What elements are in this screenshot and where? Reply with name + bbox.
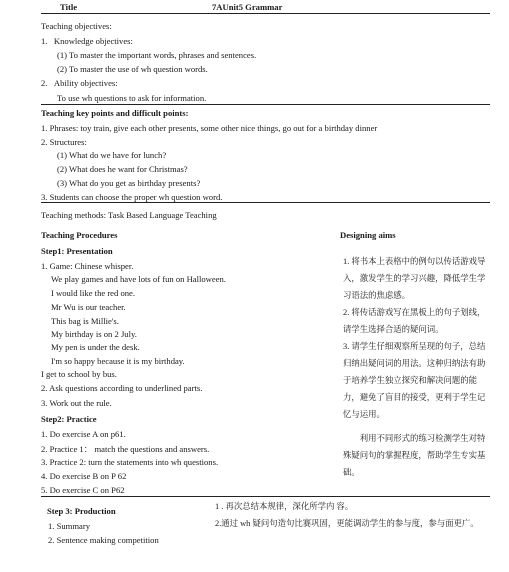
aims-column-header: Designing aims xyxy=(340,230,396,240)
whisper-sentence: We play games and have lots of fun on Halloween. xyxy=(51,274,226,284)
knowledge-item: (2) To master the use of wh question words. xyxy=(57,64,208,74)
ability-item: To use wh questions to ask for information. xyxy=(57,93,207,103)
aim-practice-paragraph: 利用不同形式的练习检测学生对特殊疑问句的掌握程度，帮助学生专实基础。 xyxy=(343,434,486,477)
whisper-sentence: My birthday is on 2 July. xyxy=(51,329,137,339)
knowledge-item: (1) To master the important words, phrases and sentences. xyxy=(57,50,257,60)
step1-item-3: 3. Work out the rule. xyxy=(41,398,112,408)
whisper-sentence: My pen is under the desk. xyxy=(51,342,140,352)
aim-paragraph: 2. 将传话游戏写在黑板上的句子划线，请学生选择合适的疑问词。 xyxy=(343,308,486,334)
objectives-divider xyxy=(41,104,490,105)
step2-item: 2. Practice 1： match the questions and answers. xyxy=(41,444,210,454)
phrases-line: 1. Phrases: toy train, give each other presents, some other nice things, go out for a birthday dinner xyxy=(41,123,378,133)
document-title: 7AUnit5 Grammar xyxy=(212,2,283,12)
teaching-methods: Teaching methods: Task Based Language Teaching xyxy=(41,210,217,220)
step3-heading: Step 3: Production xyxy=(47,506,116,516)
aim-paragraph: 3. 请学生仔细观察所呈现的句子，总结归纳出疑问词的用法。这种归纳法有助于培养学生独立探究和解决问题的能力，避免了盲目的接受，更利于学生记忆与运用。 xyxy=(343,342,486,419)
objectives-heading: Teaching objectives: xyxy=(41,21,112,31)
title-label: Title xyxy=(60,2,78,12)
step1-heading: Step1: Presentation xyxy=(41,246,113,256)
structure-item: (1) What do we have for lunch? xyxy=(57,150,167,160)
step1-item-2: 2. Ask questions according to underlined parts. xyxy=(41,383,203,393)
bus-sentence: I get to school by bus. xyxy=(41,369,117,379)
whisper-sentence: Mr Wu is our teacher. xyxy=(51,302,126,312)
whisper-sentence: I would like the red one. xyxy=(51,288,136,298)
aim-production-paragraph: 2.通过 wh 疑问句造句比赛巩固，更能调动学生的参与度，参与面更广。 xyxy=(215,519,479,528)
whisper-sentence: I'm so happy because it is my birthday. xyxy=(51,356,185,366)
procedures-column-header: Teaching Procedures xyxy=(41,230,118,240)
step2-item: 1. Do exercise A on p61. xyxy=(41,429,126,439)
header-divider xyxy=(41,13,490,14)
step2-item: 4. Do exercise B on P 62 xyxy=(41,471,127,481)
game-item: 1. Game: Chinese whisper. xyxy=(41,261,134,271)
step2-divider xyxy=(41,496,490,497)
structures-label: 2. Structures: xyxy=(41,137,87,147)
step2-heading: Step2: Practice xyxy=(41,414,97,424)
structure-item: (3) What do you get as birthday presents? xyxy=(57,178,201,188)
step3-item: 1. Summary xyxy=(48,521,91,531)
knowledge-objectives-label: 1. Knowledge objectives: xyxy=(41,36,133,46)
key-points-divider xyxy=(41,202,490,203)
key-points-heading: Teaching key points and difficult points: xyxy=(41,108,189,118)
structure-item: (2) What does he want for Christmas? xyxy=(57,164,188,174)
step2-item: 5. Do exercise C on P62 xyxy=(41,485,125,495)
aim-paragraph: 1. 将书本上表格中的例句以传话游戏导入，激发学生的学习兴趣，降低学生学习语法的焦虑感。 xyxy=(343,257,486,300)
aim-production-paragraph: 1 . 再次总结本规律，深化所学内 容。 xyxy=(215,502,354,511)
key-point-3: 3. Students can choose the proper wh question word. xyxy=(41,192,223,202)
whisper-sentence: This bag is Millie's. xyxy=(51,316,119,326)
step2-item: 3. Practice 2: turn the statements into wh questions. xyxy=(41,457,219,467)
step3-item: 2. Sentence making competition xyxy=(48,535,159,545)
ability-objectives-label: 2. Ability objectives: xyxy=(41,78,118,88)
